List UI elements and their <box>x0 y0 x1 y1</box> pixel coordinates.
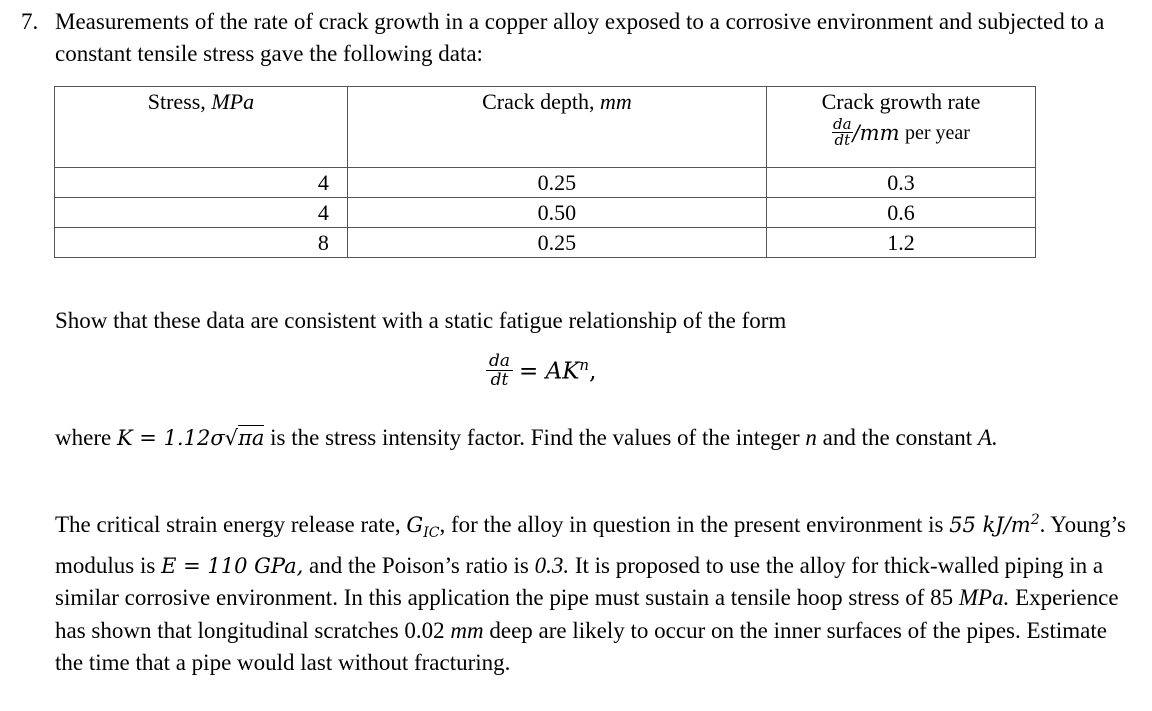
crit-nu: 0.3. <box>534 552 570 578</box>
where-k-expr: K = 1.12σ <box>116 426 225 450</box>
header-depth <box>347 87 766 168</box>
cell-rate: 0.3 <box>767 168 1036 198</box>
equation-rhs <box>519 356 596 385</box>
crit-text-7: deep are likely to occur on the inner surfaces of the pipes. Estimate the time that a pipe would last without fracturing. <box>55 617 1107 676</box>
sqrt-sign: √ <box>224 426 239 450</box>
where-paragraph <box>55 422 1125 454</box>
table-row <box>55 168 1036 198</box>
header-rate <box>767 87 1036 168</box>
cell-stress: 4 <box>55 198 348 228</box>
crit-G-sub: IC <box>423 525 440 542</box>
crit-G <box>406 513 440 542</box>
equation-fraction <box>486 352 513 389</box>
crack-growth-table <box>54 86 1036 258</box>
question-number: 7. <box>21 9 39 34</box>
equation-den: dt <box>490 370 509 390</box>
cell-depth: 0.25 <box>347 228 766 258</box>
rate-fraction <box>832 117 853 148</box>
intro-text: Measurements of the rate of crack growth in a copper alloy exposed to a corrosive environment and subjected to a constant tensile stress gave the following data: <box>55 9 1105 66</box>
where-prefix: where <box>55 425 112 450</box>
cell-stress: 8 <box>55 228 348 258</box>
rate-frac-num: da <box>833 115 852 133</box>
crit-value-main: 55 kJ/m <box>949 513 1031 537</box>
header-rate-label: Crack growth rate <box>821 89 981 114</box>
where-text2: and the constant <box>822 425 973 450</box>
equation-rhs-main: = AK <box>519 358 580 385</box>
rate-suffix: per year <box>905 121 970 144</box>
crit-value <box>949 513 1039 537</box>
crit-MPa: MPa. <box>958 585 1010 611</box>
rate-frac-den: dt <box>834 131 851 149</box>
where-sqrt-arg: πa <box>238 426 265 450</box>
crit-G-symbol: G <box>406 513 424 537</box>
crit-value-exp: 2 <box>1030 512 1040 528</box>
where-text: is the stress intensity factor. Find the values of the integer <box>270 425 800 450</box>
header-rate-units <box>767 117 1035 148</box>
crit-text-1: The critical strain energy release rate, <box>55 512 401 537</box>
rate-unit: /mm <box>852 120 900 145</box>
crit-E: E = 110 GPa, <box>161 553 304 578</box>
cell-stress: 4 <box>55 168 348 198</box>
header-depth-label: Crack depth, <box>482 89 595 114</box>
table-header-row <box>55 87 1036 168</box>
cell-depth: 0.25 <box>347 168 766 198</box>
cell-rate: 1.2 <box>767 228 1036 258</box>
header-depth-unit: mm <box>599 89 632 114</box>
crit-comma: , <box>439 512 446 537</box>
crit-text-2: for the alloy in question in the present environment is <box>450 512 944 537</box>
table-row <box>55 198 1036 228</box>
question-intro <box>55 6 1145 70</box>
where-math <box>117 425 264 450</box>
where-A: A. <box>977 425 998 450</box>
cell-rate: 0.6 <box>767 198 1036 228</box>
where-n: n <box>805 425 817 450</box>
crit-text-6: Experience has shown that longitudinal scratches 0.02 <box>55 585 1119 643</box>
critical-paragraph <box>55 504 1135 680</box>
crit-text-5: It is proposed to use the alloy for thick-walled piping in a similar corrosive environment. In this application the pipe must sustain a tensile hoop stress of 85 <box>55 552 1104 611</box>
crit-text-4: and the Poison’s ratio is <box>309 552 529 578</box>
header-stress-unit: MPa <box>211 89 255 114</box>
header-stress-label: Stress, <box>147 89 206 114</box>
equation-tail: , <box>589 358 597 385</box>
cell-depth: 0.50 <box>347 198 766 228</box>
equation-exponent: n <box>579 356 590 375</box>
crit-text-3: . Young’s modulus is <box>55 512 1126 578</box>
table-row <box>55 228 1036 258</box>
crit-mm: mm <box>450 617 484 643</box>
fatigue-equation <box>486 352 596 389</box>
show-statement: Show that these data are consistent with a static fatigue relationship of the form <box>55 308 787 333</box>
header-stress <box>55 87 348 168</box>
equation-num: da <box>486 352 513 371</box>
